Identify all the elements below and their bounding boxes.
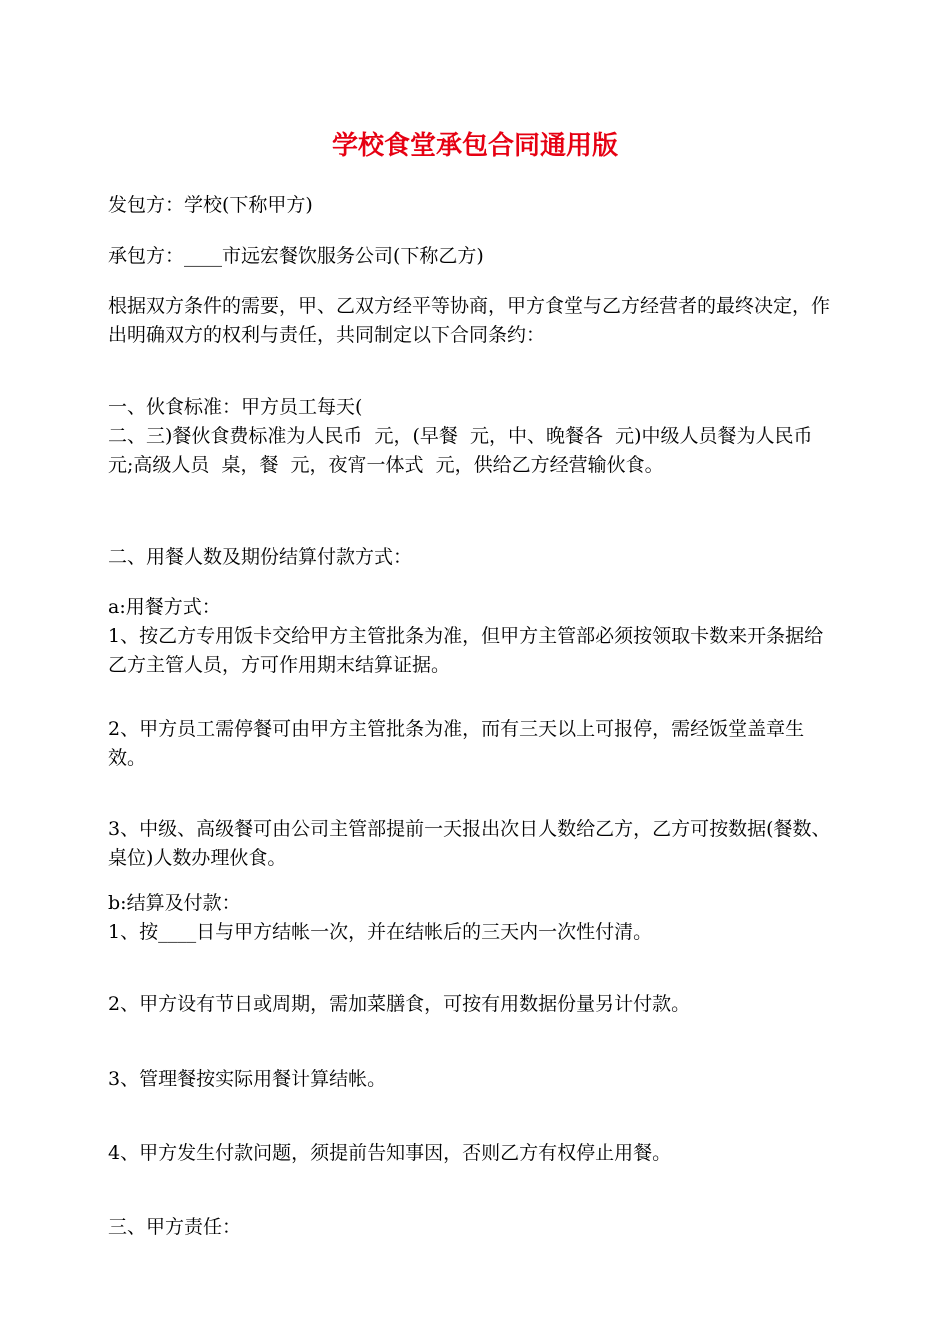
meal-method-clause-1: a:用餐方式： 1、按乙方专用饭卡交给甲方主管批条为准，但甲方主管部必须按领取卡数来开条据给乙方主管人员，方可作用期末结算证据。 (108, 596, 824, 676)
intro-paragraph: 根据双方条件的需要，甲、乙双方经平等协商，甲方食堂与乙方经营者的最终决定，作出明确双方的权利与责任，共同制定以下合同条约： (108, 295, 831, 346)
meal-method-clause-3: 3、中级、高级餐可由公司主管部提前一天报出次日人数给乙方，乙方可按数据(餐数、桌位)人数办理伙食。 (108, 818, 831, 869)
settlement-clause-3: 3、管理餐按实际用餐计算结帐。 (108, 1068, 387, 1090)
settlement-clause-4: 4、甲方发生付款问题，须提前告知事因，否则乙方有权停止用餐。 (108, 1142, 672, 1164)
party-b-line: 承包方：____市远宏餐饮服务公司(下称乙方) (108, 245, 484, 267)
party-a-line: 发包方：学校(下称甲方) (108, 194, 313, 216)
section-1-meal-standard: 一、伙食标准：甲方员工每天( 二、三)餐伙食费标准为人民币 元，(早餐 元，中、晚餐各 元)中级人员餐为人民币 元;高级人员 桌，餐 元，夜宵一体式 元，供给乙方经营输伙食。 (108, 396, 813, 476)
section-2-heading: 二、用餐人数及期份结算付款方式： (108, 546, 413, 568)
section-3-heading: 三、甲方责任： (108, 1216, 242, 1238)
settlement-clause-2: 2、甲方设有节日或周期，需加菜膳食，可按有用数据份量另计付款。 (108, 993, 691, 1015)
meal-method-clause-2: 2、甲方员工需停餐可由甲方主管批条为准，而有三天以上可报停，需经饭堂盖章生效。 (108, 718, 805, 769)
settlement-clause-1: b:结算及付款： 1、按____日与甲方结帐一次，并在结帐后的三天内一次性付清。 (108, 892, 653, 943)
document-title: 学校食堂承包合同通用版 (331, 131, 618, 161)
